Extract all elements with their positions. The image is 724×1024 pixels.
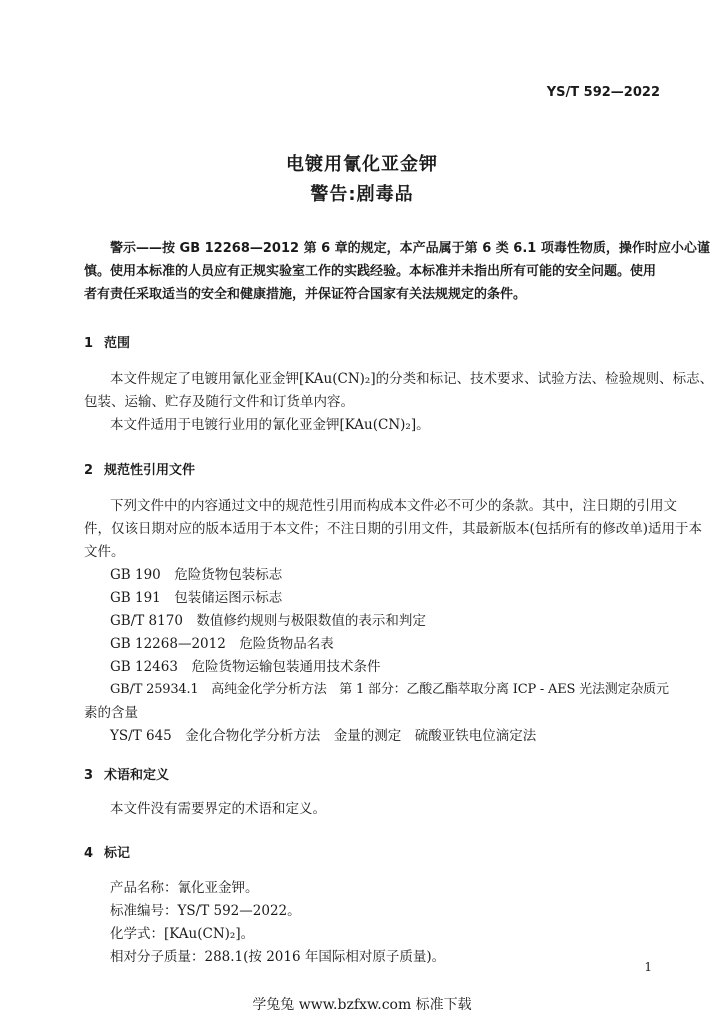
document-title: 电镀用氰化亚金钾 — [286, 154, 438, 175]
reference-item: GB 190 危险货物包装标志 — [110, 567, 283, 583]
normative-intro-line-3: 文件。 — [84, 544, 125, 560]
warning-line-1: 警示——按 GB 12268—2012 第 6 章的规定，本产品属于第 6 类 6.1 项毒性物质，操作时应小心谨 — [110, 241, 710, 256]
footer-watermark: 学兔兔 www.bzfxw.com 标准下载 — [252, 997, 472, 1013]
normative-intro-line-1: 下列文件中的内容通过文中的规范性引用而构成本文件必不可少的条款。其中，注日期的引用文 — [110, 498, 677, 514]
reference-item: GB/T 8170 数值修约规则与极限数值的表示和判定 — [110, 613, 426, 629]
warning-line-2: 慎。使用本标准的人员应有正规实验室工作的实践经验。本标准并未指出所有可能的安全问题。使用 — [84, 264, 657, 279]
section-1-heading: 1 范围 — [84, 336, 131, 351]
standard-number: YS/T 592—2022 — [546, 85, 660, 100]
marking-formula: 化学式：[KAu(CN)₂]。 — [110, 926, 255, 942]
section-3-heading: 3 术语和定义 — [84, 768, 170, 783]
reference-item: GB 191 包装储运图示标志 — [110, 590, 283, 606]
section-2-heading: 2 规范性引用文件 — [84, 463, 196, 478]
scope-line-1: 本文件规定了电镀用氰化亚金钾[KAu(CN)₂]的分类和标记、技术要求、试验方法、检验规则、标志、 — [110, 371, 714, 387]
reference-item: GB 12268—2012 危险货物品名表 — [110, 636, 334, 652]
scope-line-3: 本文件适用于电镀行业用的氰化亚金钾[KAu(CN)₂]。 — [110, 417, 430, 433]
terms-text: 本文件没有需要界定的术语和定义。 — [110, 801, 326, 817]
reference-item: YS/T 645 金化合物化学分析方法 金量的测定 硫酸亚铁电位滴定法 — [110, 728, 537, 744]
scope-line-2: 包装、运输、贮存及随行文件和订货单内容。 — [84, 394, 354, 410]
marking-molecular-mass: 相对分子质量：288.1(按 2016 年国际相对原子质量)。 — [110, 949, 446, 965]
reference-item: GB 12463 危险货物运输包装通用技术条件 — [110, 659, 381, 675]
section-4-heading: 4 标记 — [84, 846, 131, 861]
marking-standard-no: 标准编号：YS/T 592—2022。 — [110, 903, 301, 919]
reference-item: GB/T 25934.1 高纯金化学分析方法 第 1 部分：乙酸乙酯萃取分离 ICP - AES 光法测定杂质元 — [110, 682, 669, 697]
reference-item-continued: 素的含量 — [84, 705, 138, 721]
page-number: 1 — [644, 960, 652, 974]
warning-line-3: 者有责任采取适当的安全和健康措施，并保证符合国家有关法规规定的条件。 — [84, 287, 527, 302]
marking-product-name: 产品名称：氰化亚金钾。 — [110, 880, 259, 896]
warning-title: 警告:剧毒品 — [310, 184, 414, 205]
normative-intro-line-2: 件，仅该日期对应的版本适用于本文件；不注日期的引用文件，其最新版本(包括所有的修改单)适用于本 — [84, 521, 703, 537]
